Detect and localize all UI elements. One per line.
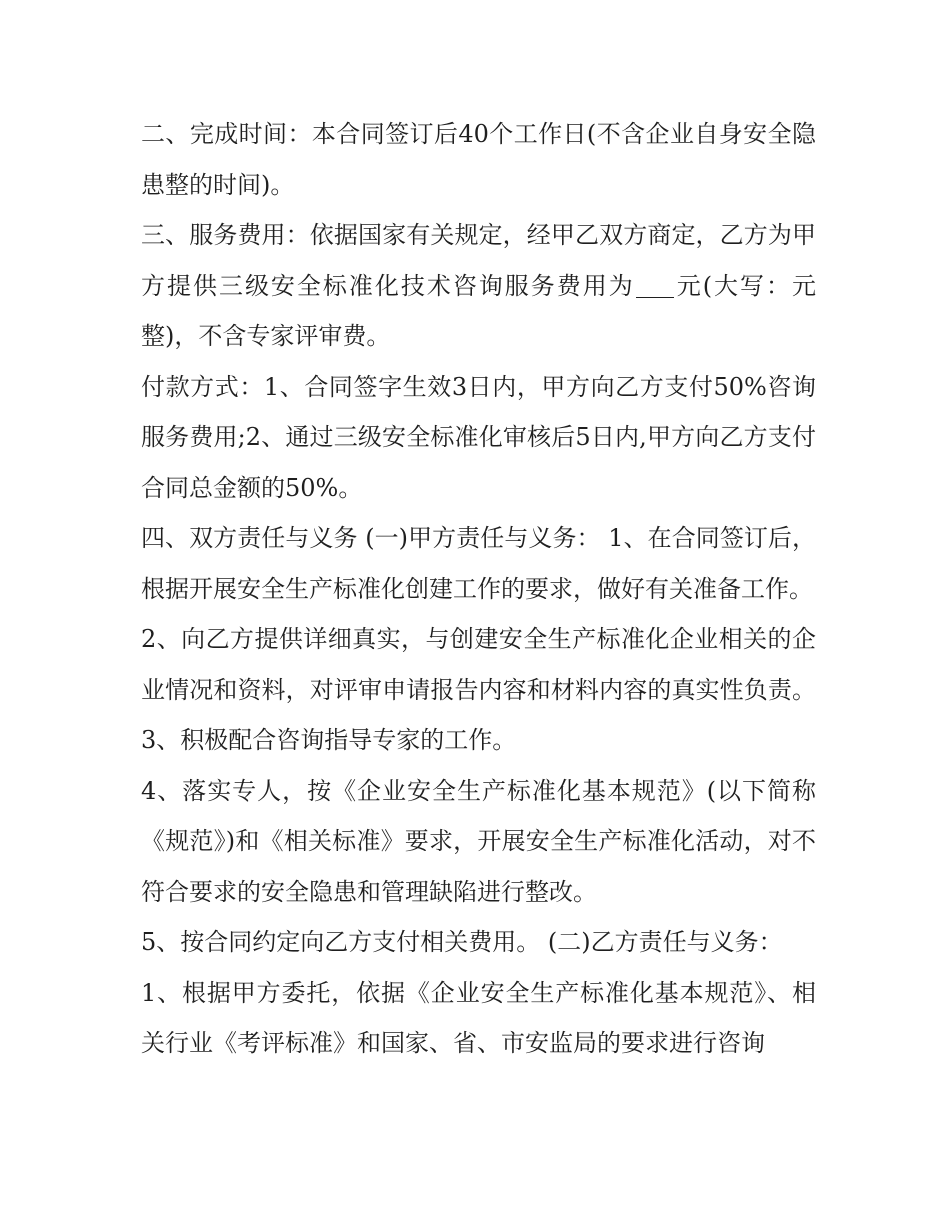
paragraph-party-a-item-2: 2、向乙方提供详细真实，与创建安全生产标准化企业相关的企业情况和资料，对评审申请报告内容和材料内容的真实性负责。 3、积极配合咨询指导专家的工作。 xyxy=(141,625,816,754)
paragraph-party-a-item-5: 5、按合同约定向乙方支付相关费用。 (二)乙方责任与义务： xyxy=(141,928,783,956)
document-body xyxy=(141,109,816,1069)
paragraph-party-b-item-1: 1、根据甲方委托，依据《企业安全生产标准化基本规范》、相关行业《考评标准》和国家、省、市安监局的要求进行咨询 xyxy=(141,978,816,1057)
amount-blank xyxy=(636,296,674,298)
service-fee-text-end: 元(大写：元整)，不含专家评审费。 xyxy=(141,271,816,350)
paragraph-completion-time: 二、完成时间：本合同签订后40个工作日(不含企业自身安全隐患整的时间)。 xyxy=(141,120,816,199)
paragraph-party-a-item-4: 4、落实专人，按《企业安全生产标准化基本规范》(以下简称《规范》)和《相关标准》要求，开展安全生产标准化活动，对不符合要求的安全隐患和管理缺陷进行整改。 xyxy=(141,776,816,906)
paragraph-payment-method: 付款方式：1、合同签字生效3日内，甲方向乙方支付50%咨询服务费用;2、通过三级安全标准化审核后5日内,甲方向乙方支付合同总金额的50%。 xyxy=(141,372,816,502)
paragraph-service-fee xyxy=(141,210,816,362)
paragraph-party-a-duties: 四、双方责任与义务 (一)甲方责任与义务： 1、在合同签订后，根据开展安全生产标准化创建工作的要求，做好有关准备工作。 xyxy=(141,524,816,603)
service-fee-text: 三、服务费用：依据国家有关规定，经甲乙双方商定，乙方为甲方提供三级安全标准化技术咨询服务费用为 xyxy=(141,221,816,300)
